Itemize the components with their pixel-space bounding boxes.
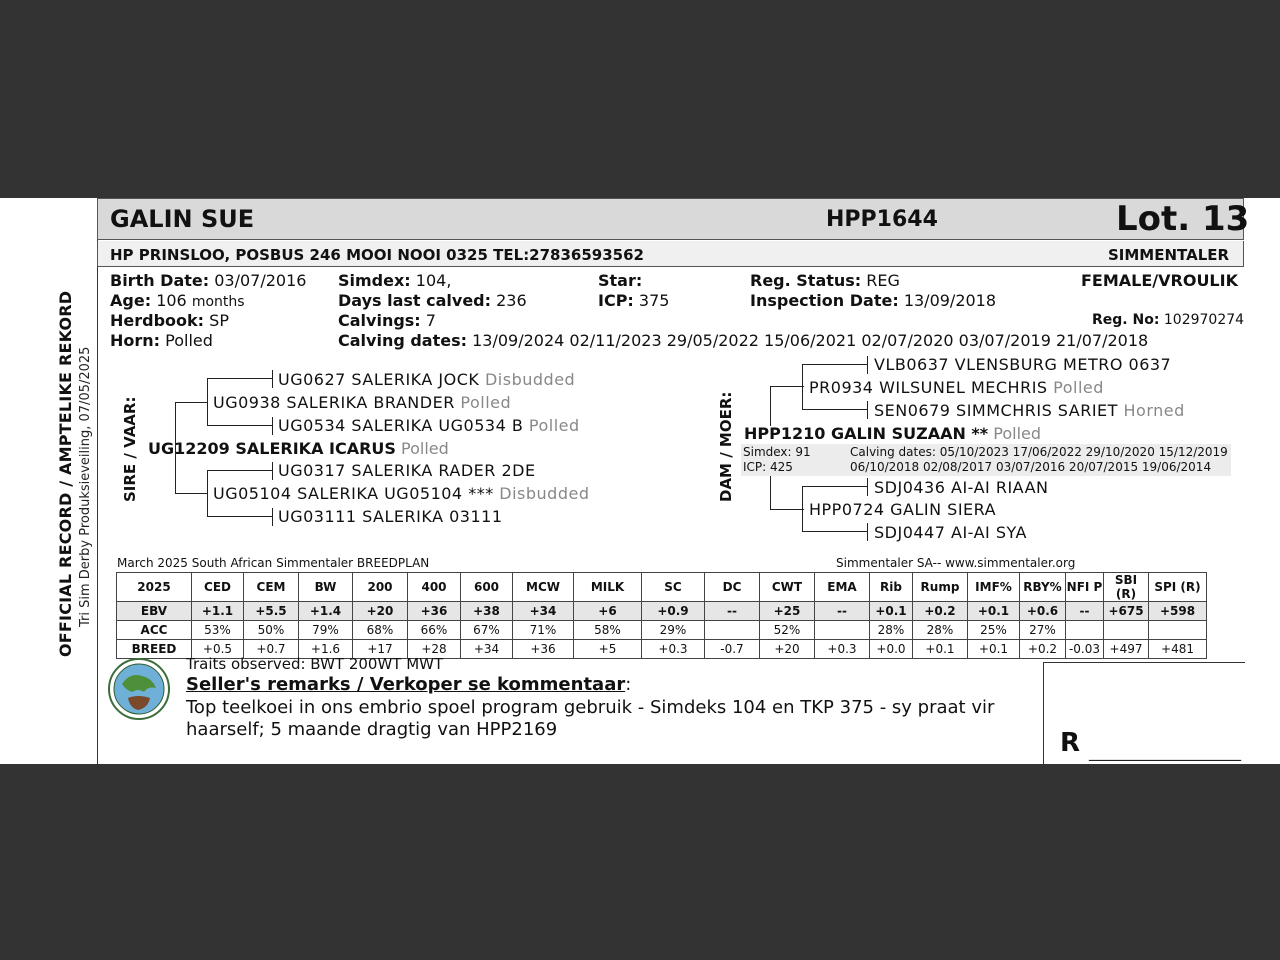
dam-calving-dates-2: 06/10/2018 02/08/2017 03/07/2016 20/07/2015 19/06/2014 [850, 460, 1212, 474]
dam-calving-dates-1: Calving dates: 05/10/2023 17/06/2022 29/10/2020 15/12/2019 [850, 445, 1228, 459]
title-bar [97, 198, 1244, 240]
inspection-date: Inspection Date: 13/09/2018 [750, 291, 997, 310]
dam-dam-dam: SDJ0447 AI-AI SYA [874, 523, 1027, 542]
days-last-calved: Days last calved: 236 [338, 291, 527, 310]
table-row-ebv: EBV +1.1 +5.5 +1.4 +20 +36 +38 +34 +6 +0.9 -- +25 -- +0.1 +0.2 +0.1 +0.6 -- +675 +598 [117, 602, 1207, 621]
sire-dam-dam: UG03111 SALERIKA 03111 [278, 507, 503, 526]
animal-name: GALIN SUE [110, 205, 255, 233]
calving-dates: Calving dates: 13/09/2024 02/11/2023 29/05/2022 15/06/2021 02/07/2020 03/07/2019 21/07/2018 [338, 331, 1149, 350]
animal-code: HPP1644 [826, 207, 938, 232]
sire: UG12209 SALERIKA ICARUS Polled [148, 439, 449, 458]
dam-sire: PR0934 WILSUNEL MECHRIS Polled [809, 378, 1104, 397]
dam-info-box [741, 444, 1231, 476]
sire-sire: UG0938 SALERIKA BRANDER Polled [213, 393, 512, 412]
icp: ICP: 375 [598, 291, 670, 310]
star: Star: [598, 271, 643, 290]
sire-sire-dam: UG0534 SALERIKA UG0534 B Polled [278, 416, 580, 435]
breed-name: SIMMENTALER [1108, 246, 1230, 264]
society-caption: Simmentaler SA-- www.simmentaler.org [836, 556, 1076, 570]
horn-status: Horn: Polled [110, 331, 213, 350]
remarks-line-2: haarself; 5 maande dragtig van HPP2169 [186, 719, 558, 740]
dam-simdex: Simdex: 91 [743, 445, 811, 459]
sire-dam-sire: UG0317 SALERIKA RADER 2DE [278, 461, 536, 480]
breeder-info: HP PRINSLOO, POSBUS 246 MOOI NOOI 0325 TEL:27836593562 [110, 246, 644, 264]
price-currency: R [1060, 728, 1081, 758]
reg-status: Reg. Status: REG [750, 271, 900, 290]
reg-number: Reg. No: 102970274 [1092, 312, 1245, 328]
age: Age: 106 months [110, 291, 245, 310]
official-record-label: OFFICIAL RECORD / AMPTELIKE REKORD [56, 290, 75, 657]
sale-name-label: Tri Sim Derby Produksieveiling, 07/05/2025 [78, 346, 93, 627]
price-blank[interactable]: ___________________ [1089, 742, 1241, 761]
sire-sire-sire: UG0627 SALERIKA JOCK Disbudded [278, 370, 576, 389]
traits-observed: Traits observed: BWT 200WT MWT [186, 655, 444, 673]
sire-label: SIRE / VAAR: [121, 396, 139, 502]
table-header-row: 2025 CED CEM BW 200 400 600 MCW MILK SC DC CWT EMA Rib Rump IMF% RBY% NFI P SBI (R) SPI (R) [117, 573, 1207, 602]
remarks-title: Seller's remarks / Verkoper se kommentaar: [186, 674, 632, 695]
remarks-line-1: Top teelkoei in ons embrio spoel program gebruik - Simdeks 104 en TKP 375 - sy praat vir [186, 697, 995, 718]
dam-dam: HPP0724 GALIN SIERA [809, 500, 997, 519]
dam: HPP1210 GALIN SUZAAN ** Polled [744, 424, 1042, 443]
dam-label: DAM / MOER: [717, 391, 735, 502]
sex: FEMALE/VROULIK [1081, 271, 1238, 290]
herdbook: Herdbook: SP [110, 311, 229, 330]
calvings: Calvings: 7 [338, 311, 436, 330]
dam-icp: ICP: 425 [743, 460, 793, 474]
breedplan-table [116, 572, 1207, 659]
dam-sire-sire: VLB0637 VLENSBURG METRO 0637 [874, 355, 1172, 374]
simmentaler-logo-icon [108, 658, 170, 720]
dam-dam-sire: SDJ0436 AI-AI RIAAN [874, 478, 1049, 497]
lot-number: Lot. 13 [1116, 199, 1250, 239]
birth-date: Birth Date: 03/07/2016 [110, 271, 307, 290]
table-row-breed: BREED +0.5 +0.7 +1.6 +17 +28 +34 +36 +5 +0.3 -0.7 +20 +0.3 +0.0 +0.1 +0.1 +0.2 -0.03 +497 +481 [117, 640, 1207, 659]
breedplan-caption: March 2025 South African Simmentaler BREEDPLAN [117, 556, 430, 570]
sire-dam: UG05104 SALERIKA UG05104 *** Disbudded [213, 484, 590, 503]
simdex: Simdex: 104, [338, 271, 452, 290]
table-row-acc: ACC 53% 50% 79% 68% 66% 67% 71% 58% 29% 52% 28% 28% 25% 27% [117, 621, 1207, 640]
dam-sire-dam: SEN0679 SIMMCHRIS SARIET Horned [874, 401, 1185, 420]
